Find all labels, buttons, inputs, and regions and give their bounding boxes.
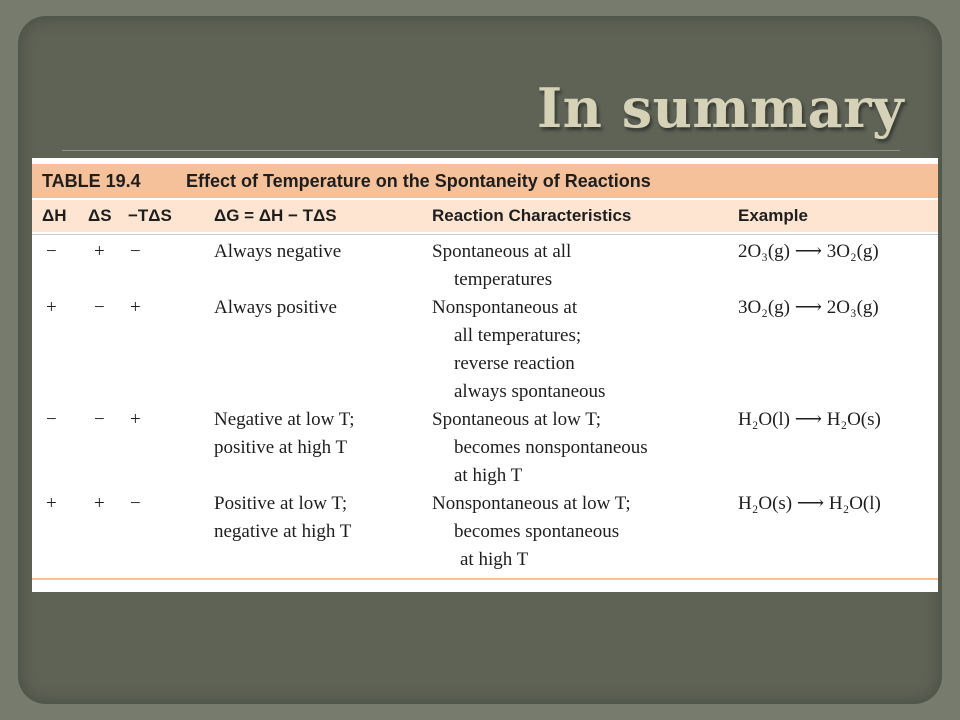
cell-characteristics: at high T <box>460 549 529 570</box>
cell-delta-g: Always negative <box>214 241 342 262</box>
header-delta-s: ΔS <box>88 206 112 225</box>
cell-minus-t-delta-s: − <box>130 241 141 262</box>
cell-example: 2O₃(g) ⟶ 3O₂(g) <box>738 241 879 262</box>
cell-characteristics: always spontaneous <box>454 381 606 402</box>
table-figure <box>32 158 938 592</box>
cell-characteristics: Spontaneous at low T; <box>432 409 602 430</box>
cell-characteristics: becomes nonspontaneous <box>454 437 648 458</box>
header-reaction-characteristics: Reaction Characteristics <box>432 206 632 225</box>
cell-characteristics: at high T <box>454 465 523 486</box>
table-title: Effect of Temperature on the Spontaneity of Reactions <box>186 171 651 191</box>
table-bottom-rule <box>32 578 938 580</box>
cell-characteristics: temperatures <box>454 269 553 290</box>
table-header-row <box>32 200 938 232</box>
cell-minus-t-delta-s: + <box>130 297 141 318</box>
cell-characteristics: Nonspontaneous at <box>432 297 578 318</box>
header-example: Example <box>738 206 808 225</box>
cell-delta-h: + <box>46 297 57 318</box>
cell-characteristics: all temperatures; <box>454 325 582 346</box>
cell-delta-g: positive at high T <box>214 437 348 458</box>
cell-delta-s: + <box>94 241 105 262</box>
header-delta-g: ΔG = ΔH − TΔS <box>214 206 337 225</box>
cell-example: H₂O(l) ⟶ H₂O(s) <box>738 409 881 430</box>
cell-characteristics: reverse reaction <box>454 353 575 374</box>
cell-delta-h: − <box>46 409 57 430</box>
table-label: TABLE 19.4 <box>42 171 141 191</box>
cell-delta-g: Negative at low T; <box>214 409 355 430</box>
cell-delta-g: negative at high T <box>214 521 352 542</box>
cell-delta-g: Positive at low T; <box>214 493 348 514</box>
slide-title: In summary <box>536 76 904 140</box>
cell-delta-g: Always positive <box>214 297 337 318</box>
cell-example: H₂O(s) ⟶ H₂O(l) <box>738 493 881 514</box>
cell-delta-h: − <box>46 241 57 262</box>
cell-minus-t-delta-s: + <box>130 409 141 430</box>
cell-characteristics: Nonspontaneous at low T; <box>432 493 631 514</box>
header-delta-h: ΔH <box>42 206 67 225</box>
cell-delta-h: + <box>46 493 57 514</box>
cell-delta-s: + <box>94 493 105 514</box>
cell-delta-s: − <box>94 297 105 318</box>
cell-characteristics: becomes spontaneous <box>454 521 620 542</box>
cell-minus-t-delta-s: − <box>130 493 141 514</box>
cell-example: 3O₂(g) ⟶ 2O₃(g) <box>738 297 879 318</box>
cell-characteristics: Spontaneous at all <box>432 241 572 262</box>
table-caption <box>32 164 938 198</box>
header-divider <box>32 234 938 235</box>
header-minus-t-delta-s: −TΔS <box>128 206 172 225</box>
title-divider <box>62 150 900 151</box>
cell-delta-s: − <box>94 409 105 430</box>
